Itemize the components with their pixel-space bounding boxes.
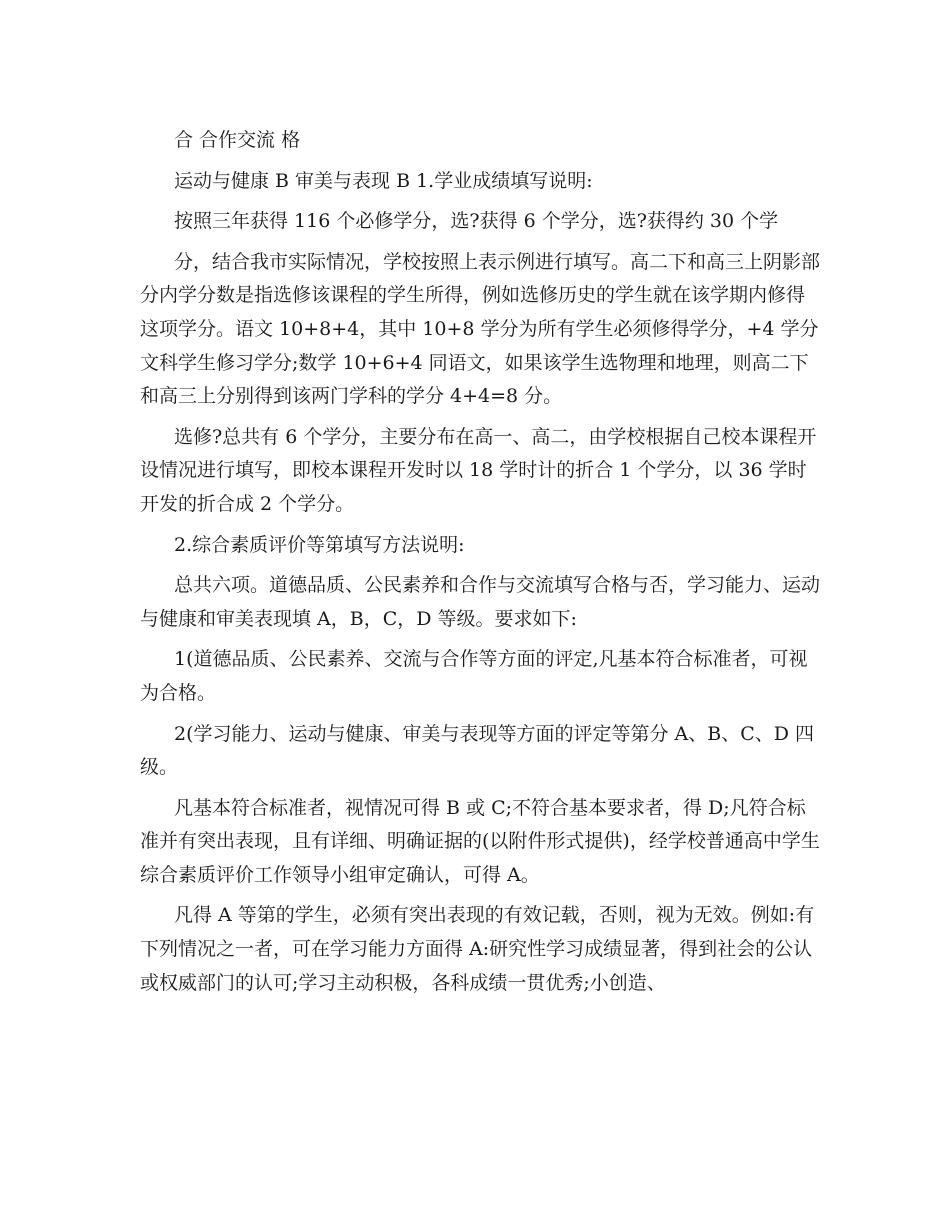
paragraph-elective-credits: 选修?总共有 6 个学分，主要分布在高一、高二，由学校根据自己校本课程开设情况进行填写，即校本课程开发时以 18 学时计的折合 1 个学分，以 36 学时开发的折合成 2 个学分。 [140, 425, 817, 515]
paragraph-rule-2: 2(学习能力、运动与健康、审美与表现等方面的评定等第分 A、B、C、D 四级。 [140, 722, 815, 779]
paragraph-grade-a-evidence: 凡得 A 等第的学生，必须有突出表现的有效记载，否则，视为无效。例如:有下列情况之一者，可在学习能力方面得 A:研究性学习成绩显著，得到社会的公认或权威部门的认可;学习主动积极，各科成绩一贯优秀;小创造、 [140, 904, 815, 994]
paragraph-rule-1: 1(道德品质、公民素养、交流与合作等方面的评定,凡基本符合标准者，可视为合格。 [140, 648, 808, 704]
paragraph-six-items: 总共六项。道德品质、公民素养和合作与交流填写合格与否，学习能力、运动与健康和审美表现填 A，B，C，D 等级。要求如下: [140, 574, 821, 630]
paragraph-grade-criteria: 凡基本符合标准者，视情况可得 B 或 C;不符合基本要求者，得 D;凡符合标准并有突出表现，且有详细、明确证据的(以附件形式提供)，经学校普通高中学生综合素质评价工作领导小组审定确认，可得 A。 [140, 796, 820, 886]
paragraph-header-fragment: 合 合作交流 格 [174, 129, 301, 151]
document-body [140, 124, 820, 1007]
paragraph-section-2-heading: 2.综合素质评价等第填写方法说明: [174, 533, 465, 556]
paragraph-credits-detail: 分，结合我市实际情况，学校按照上表示例进行填写。高二下和高三上阴影部分内学分数是指选修该课程的学生所得，例如选修历史的学生就在该学期内修得这项学分。语文 10+8+4，其中 10+8 学分为所有学生必须修得学分，+4 学分文科学生修习学分;数学 10+6+4 同语文，如果该学生选物理和地理，则高二下和高三上分别得到该两门学科的学分 4+4=8 分。 [140, 250, 821, 408]
paragraph-grade-line: 运动与健康 B 审美与表现 B 1.学业成绩填写说明: [174, 169, 593, 192]
paragraph-credits-intro: 按照三年获得 116 个必修学分，选?获得 6 个学分，选?获得约 30 个学 [174, 210, 779, 233]
